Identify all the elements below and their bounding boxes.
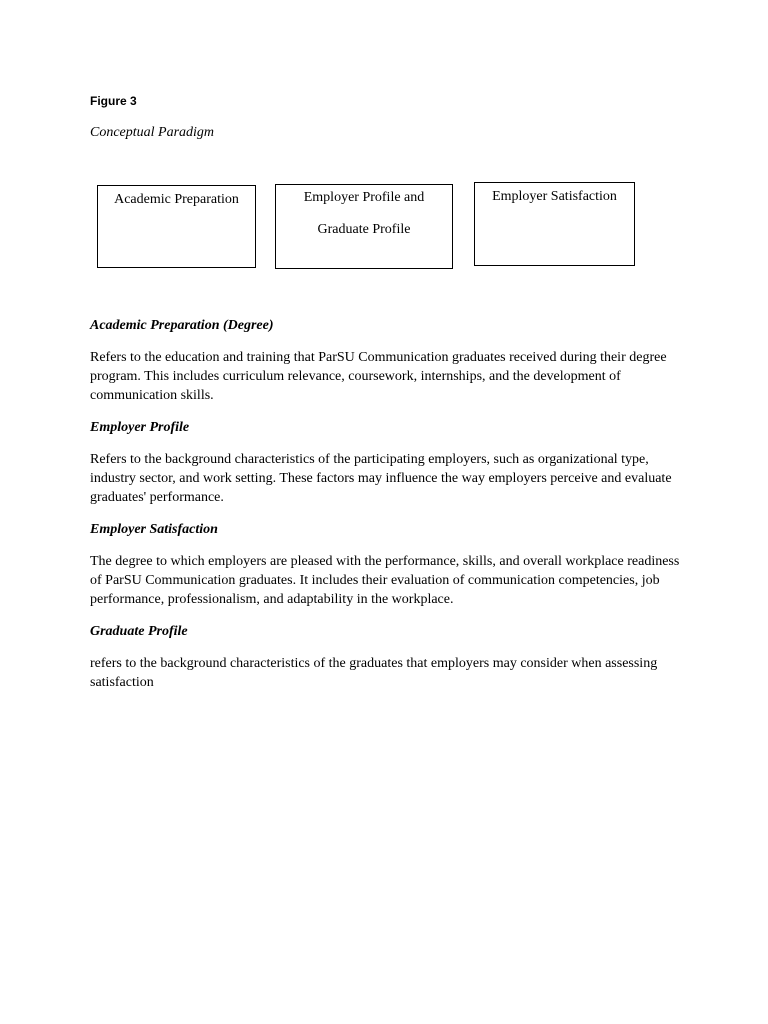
paradigm-box-label: Employer Profile and (303, 190, 425, 205)
figure-label: Figure 3 (90, 94, 137, 108)
paradigm-box-label: Academic Preparation (114, 192, 239, 207)
definition-term: Employer Satisfaction (90, 522, 218, 537)
definition-text: refers to the background characteristics of the graduates that employers may consider when assessing satisfaction (90, 656, 658, 690)
paradigm-box-employer-graduate-profile (275, 184, 453, 269)
definition-term: Employer Profile (90, 420, 190, 435)
definition-term: Academic Preparation (Degree) (90, 318, 274, 333)
definition-text: Refers to the background characteristics of the participating employers, such as organizational type, industry sector, and work setting. These factors may influence the way employers perceive and evaluate graduates' performance. (90, 452, 672, 505)
paradigm-box-academic-preparation (97, 185, 256, 268)
definition-text: The degree to which employers are pleased with the performance, skills, and overall workplace readiness of ParSU Communication graduates. It includes their evaluation of communication competencies, job performance, professionalism, and adaptability in the workplace. (90, 554, 680, 607)
definitions-section (90, 316, 680, 705)
paradigm-box-employer-satisfaction (474, 182, 635, 266)
definition-text: Refers to the education and training that ParSU Communication graduates received during their degree program. This includes curriculum relevance, coursework, internships, and the development of communication skills. (90, 350, 667, 403)
definition-term: Graduate Profile (90, 624, 188, 639)
paradigm-box-label: Graduate Profile (317, 222, 411, 237)
paradigm-box-label: Employer Satisfaction (492, 189, 617, 204)
figure-caption: Conceptual Paradigm (90, 125, 215, 140)
